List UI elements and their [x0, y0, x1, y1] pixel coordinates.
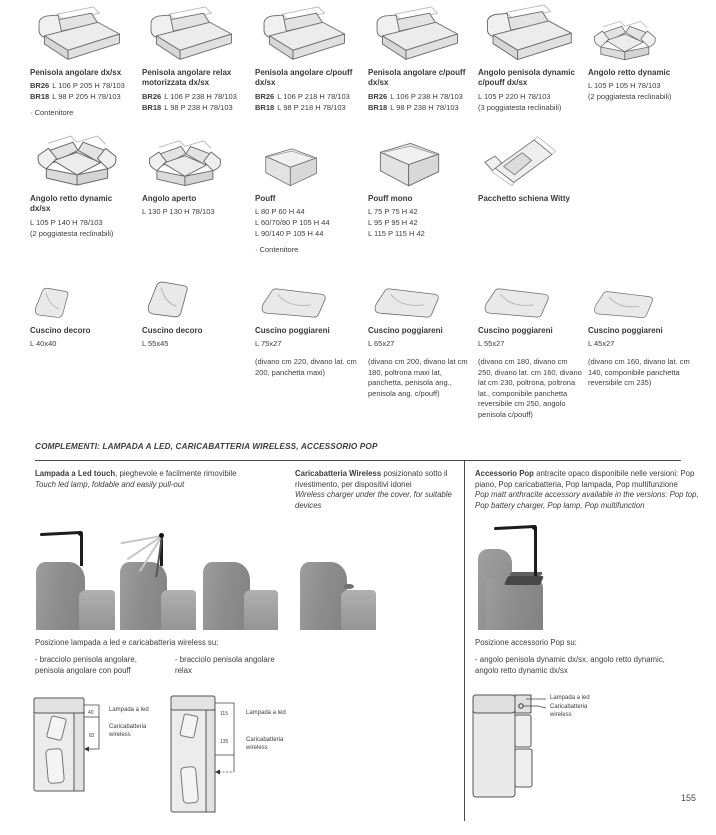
- lamp-lead: Lampada a Led touch: [35, 469, 116, 478]
- product-size: L 45x27: [588, 339, 615, 349]
- pouff-icon: [368, 139, 444, 188]
- cushion-drawing: [30, 282, 134, 320]
- pouff-drawing: [368, 138, 472, 188]
- spec-code: BR18: [255, 102, 275, 112]
- pop-position-item: - angolo penisola dynamic dx/sx, angolo retto dynamic, angolo retto dynamic dx/sx: [475, 655, 665, 675]
- product-name: Cuscino poggiareni: [368, 326, 443, 335]
- column-divider: [464, 461, 465, 821]
- cushion-icon: [255, 286, 329, 320]
- product-spec: [30, 81, 134, 92]
- diagram3-charger-label: Caricabatteria wireless: [550, 704, 588, 718]
- seat-photo-shape: [244, 590, 279, 630]
- spec-code: BR18: [142, 102, 162, 112]
- product-compatibility: (divano cm 200, divano lat cm 180, poltrona maxi lat, panchetta, penisola ang., penisola ang. c/pouff): [368, 357, 468, 398]
- spec-dims: L 98 P 238 H 78/103: [164, 102, 233, 112]
- product-name: Penisola angolare c/pouff dx/sx: [255, 68, 353, 88]
- wireless-lead: Caricabatteria Wireless: [295, 469, 382, 478]
- lamp-joint: [159, 533, 164, 538]
- corner-sofa-icon: [30, 133, 122, 188]
- spec-dims: L 106 P 238 H 78/103: [164, 91, 237, 101]
- cushion-icon: [368, 286, 442, 320]
- product-spec: [142, 103, 246, 114]
- armrest-photo-shape: [120, 562, 167, 630]
- spec-dims: L 98 P 218 H 78/103: [277, 102, 346, 112]
- photo-lamp-extended: [36, 518, 115, 630]
- pop-text: antracite opaco disponibile nelle versioni: Pop piano, Pop caricabatteria, Pop lampada, Pop multifunzione: [475, 469, 695, 489]
- wireless-text: posizionato sotto il rivestimento, per dispositivi idonei: [295, 469, 448, 489]
- product-size: L 75x27: [255, 339, 282, 349]
- spec-dims: L 106 P 238 H 78/103: [390, 91, 463, 101]
- lamp-description-it: [35, 469, 315, 480]
- cushion-drawing: [142, 282, 246, 320]
- product-spec: [255, 103, 359, 114]
- lamp-pole: [80, 534, 83, 566]
- product-card-angolo-penisola-dynamic: [478, 4, 582, 114]
- product-spec: [30, 92, 134, 103]
- product-name: Penisola angolare c/pouff dx/sx: [368, 68, 466, 88]
- product-spec: [142, 92, 246, 103]
- chaise-drawing: [368, 4, 472, 62]
- cushion-drawing: [255, 282, 359, 320]
- product-card-pouff-mono: [368, 138, 472, 240]
- product-name: Angolo retto dynamic dx/sx: [30, 194, 113, 214]
- diagram1-lamp-label: Lampada a led: [109, 707, 149, 713]
- product-card-angolo-retto-dxsx: [30, 138, 134, 240]
- product-spec: L 105 P 105 H 78/103: [588, 81, 661, 91]
- product-name: Pouff: [255, 194, 276, 203]
- back-package-icon: [478, 134, 558, 188]
- lamp-text: , pieghevole e facilmente rimovibile: [115, 469, 237, 478]
- corner-drawing: [588, 4, 692, 62]
- lamp-joint: [78, 531, 83, 536]
- cushion-drawing: [478, 282, 582, 320]
- pop-description-it: [475, 469, 700, 490]
- product-note: · Contenitore: [255, 245, 299, 255]
- spec-code: BR26: [30, 81, 50, 91]
- product-compatibility: (divano cm 180, divano cm 250, divano lat. cm 160, divano lat cm 230, poltrona, poltrona lat., componibile panchetta reversibile cm 250, angolo penisola c/pouff): [478, 357, 582, 419]
- cushion-drawing: [588, 282, 692, 320]
- product-name: Cuscino poggiareni: [255, 326, 330, 335]
- product-spec: L 130 P 130 H 78/103: [142, 207, 215, 217]
- product-name: Penisola angolare relax motorizzata dx/sx: [142, 68, 232, 88]
- chaise-drawing: [30, 4, 134, 62]
- product-name: Angolo aperto: [142, 194, 197, 203]
- wireless-description-en: Wireless charger under the cover, for suitable devices: [295, 490, 452, 510]
- lamp-description-en: Touch led lamp, foldable and easily pull-out: [35, 479, 185, 489]
- product-name: Penisola angolare dx/sx: [30, 68, 122, 77]
- cushion-icon: [30, 284, 72, 320]
- product-spec: L 115 P 115 H 42: [368, 229, 425, 239]
- product-card-cuscino-decoro-40: [30, 282, 134, 350]
- product-spec: L 95 P 95 H 42: [368, 218, 418, 228]
- product-spec: [368, 92, 472, 103]
- pop-description-en: Pop matt anthracite accessory available in the versions: Pop top, Pop battery charger, Pop lamp, Pop multifunction: [475, 490, 699, 510]
- wireless-description-it: [295, 469, 460, 490]
- product-spec: [255, 92, 359, 103]
- lamp-arm: [494, 525, 536, 530]
- lamp-position-heading: Posizione lampada a led e caricabatteria wireless su:: [35, 638, 219, 647]
- seat-photo-shape: [341, 590, 376, 630]
- diagram2-lamp-label: Lampada a led: [246, 710, 286, 716]
- armrest-photo-shape: [486, 578, 543, 630]
- lamp-position-item-1: - bracciolo penisola angolare, penisola angolare con pouff: [35, 655, 137, 675]
- product-card-cuscino-75: [255, 282, 359, 378]
- product-name: Cuscino decoro: [30, 326, 91, 335]
- spec-dims: L 98 P 205 H 78/103: [52, 92, 121, 102]
- product-spec: L 105 P 140 H 78/103: [30, 217, 103, 227]
- corner-drawing: [142, 138, 246, 188]
- dim-charger: 82: [89, 733, 95, 739]
- product-spec: L 75 P 75 H 42: [368, 207, 418, 217]
- product-card-cuscino-55: [478, 282, 582, 420]
- product-compatibility: (divano cm 220, divano lat. cm 200, panchetta maxi): [255, 357, 357, 377]
- product-name: Angolo retto dynamic: [588, 68, 671, 77]
- product-size: L 55x27: [478, 339, 505, 349]
- pouff-icon: [255, 145, 321, 188]
- chaise-drawing: [142, 4, 246, 62]
- chaise-icon: [368, 6, 462, 62]
- product-spec: L 90/140 P 105 H 44: [255, 229, 324, 239]
- photo-lamp-folding: [120, 518, 196, 630]
- corner-drawing: [30, 138, 134, 188]
- product-name: Pouff mono: [368, 194, 413, 203]
- product-card-cuscino-65: [368, 282, 472, 399]
- product-card-penisola-angolare: [30, 4, 134, 117]
- pouff-drawing: [255, 138, 359, 188]
- wireless-spot: [344, 584, 354, 589]
- product-name: Angolo penisola dynamic c/pouff dx/sx: [478, 68, 575, 88]
- product-card-angolo-retto-dynamic: [588, 4, 692, 103]
- spec-dims: L 98 P 238 H 78/103: [390, 102, 459, 112]
- chaise-icon: [255, 6, 349, 62]
- product-name: Cuscino poggiareni: [588, 326, 663, 335]
- chaise-icon: [30, 6, 124, 62]
- pop-description: [475, 469, 700, 511]
- product-spec: (2 poggiatesta reclinabili): [588, 92, 672, 102]
- chaise-icon: [142, 6, 236, 62]
- lamp-arm: [40, 531, 82, 536]
- photo-armrest: [203, 518, 278, 630]
- product-card-cuscino-45: [588, 282, 692, 389]
- chaise-drawing: [255, 4, 359, 62]
- pop-lead: Accessorio Pop: [475, 469, 534, 478]
- product-card-cuscino-decoro-55: [142, 282, 246, 350]
- cushion-icon: [478, 286, 552, 320]
- product-size: L 65x27: [368, 339, 395, 349]
- cushion-icon: [142, 277, 192, 320]
- cushion-icon: [588, 289, 656, 320]
- product-note: · Contenitore: [30, 108, 74, 118]
- product-card-penisola-pouff-2: [368, 4, 472, 114]
- photo-pop-accessory: [478, 518, 560, 630]
- diagram-penisola-angolare: [33, 697, 107, 797]
- pop-tray-top: [509, 572, 543, 576]
- product-size: L 40x40: [30, 339, 57, 349]
- spec-code: BR26: [255, 91, 275, 101]
- product-name: Cuscino poggiareni: [478, 326, 553, 335]
- spec-dims: L 106 P 205 H 78/103: [52, 81, 125, 91]
- product-card-angolo-aperto: [142, 138, 246, 218]
- dim-lamp: 115: [220, 711, 228, 717]
- diagram-penisola-relax: [170, 695, 242, 817]
- spec-code: BR26: [142, 91, 162, 101]
- spec-code: BR26: [368, 91, 388, 101]
- cushion-drawing: [368, 282, 472, 320]
- product-spec: [368, 103, 472, 114]
- spec-code: BR18: [368, 102, 388, 112]
- product-name: Pacchetto schiena Witty: [478, 194, 570, 203]
- section-divider: [35, 460, 681, 461]
- corner-sofa-icon: [142, 138, 226, 188]
- corner-sofa-icon: [588, 19, 660, 62]
- armrest-photo-shape: [300, 562, 347, 630]
- lamp-joint: [532, 525, 537, 530]
- product-compatibility: (divano cm 160, divano lat. cm 140, componibile panchetta reversibile cm 235): [588, 357, 690, 388]
- dim-charger: 135: [220, 739, 229, 745]
- photo-armrest-wireless: [300, 518, 376, 630]
- armrest-photo-shape: [36, 562, 85, 630]
- pop-position-heading: Posizione accessorio Pop su:: [475, 638, 577, 647]
- product-spec: L 60/70/80 P 105 H 44: [255, 218, 330, 228]
- dim-lamp: 40: [88, 710, 94, 716]
- product-spec: (2 poggiatesta reclinabili): [30, 228, 114, 238]
- pop-tray: [504, 576, 544, 585]
- armrest-photo-shape: [203, 562, 250, 630]
- product-card-pouff: [255, 138, 359, 254]
- product-name: Cuscino decoro: [142, 326, 203, 335]
- page-number: 155: [681, 793, 697, 803]
- lamp-pole: [534, 528, 537, 576]
- product-spec: (3 poggiatesta reclinabili): [478, 102, 562, 112]
- seat-photo-shape: [161, 590, 196, 630]
- product-spec: L 80 P 60 H 44: [255, 207, 305, 217]
- chaise-icon: [478, 4, 576, 62]
- diagram3-lamp-label: Lampada a led: [550, 695, 590, 701]
- seat-photo-shape: [79, 590, 115, 630]
- spec-code: BR18: [30, 92, 50, 102]
- witty-drawing: [478, 138, 582, 188]
- lamp-description: [35, 469, 315, 490]
- wireless-description: [295, 469, 460, 511]
- product-size: L 55x45: [142, 339, 169, 349]
- diagram1-charger-label: Caricabatteria wireless: [109, 724, 147, 738]
- chaise-drawing: [478, 4, 582, 62]
- product-card-penisola-pouff-1: [255, 4, 359, 114]
- section-heading: COMPLEMENTI: LAMPADA A LED, CARICABATTERIA WIRELESS, ACCESSORIO POP: [35, 442, 378, 451]
- product-card-penisola-relax: [142, 4, 246, 114]
- product-spec: L 105 P 220 H 78/103: [478, 91, 551, 101]
- diagram2-charger-label: Caricabatteria wireless: [246, 737, 284, 751]
- spec-dims: L 106 P 218 H 78/103: [277, 91, 350, 101]
- lamp-position-item-2: - bracciolo penisola angolare relax: [175, 655, 275, 675]
- diagram-angolo-pop: [470, 690, 548, 802]
- product-card-pacchetto-witty: [478, 138, 582, 207]
